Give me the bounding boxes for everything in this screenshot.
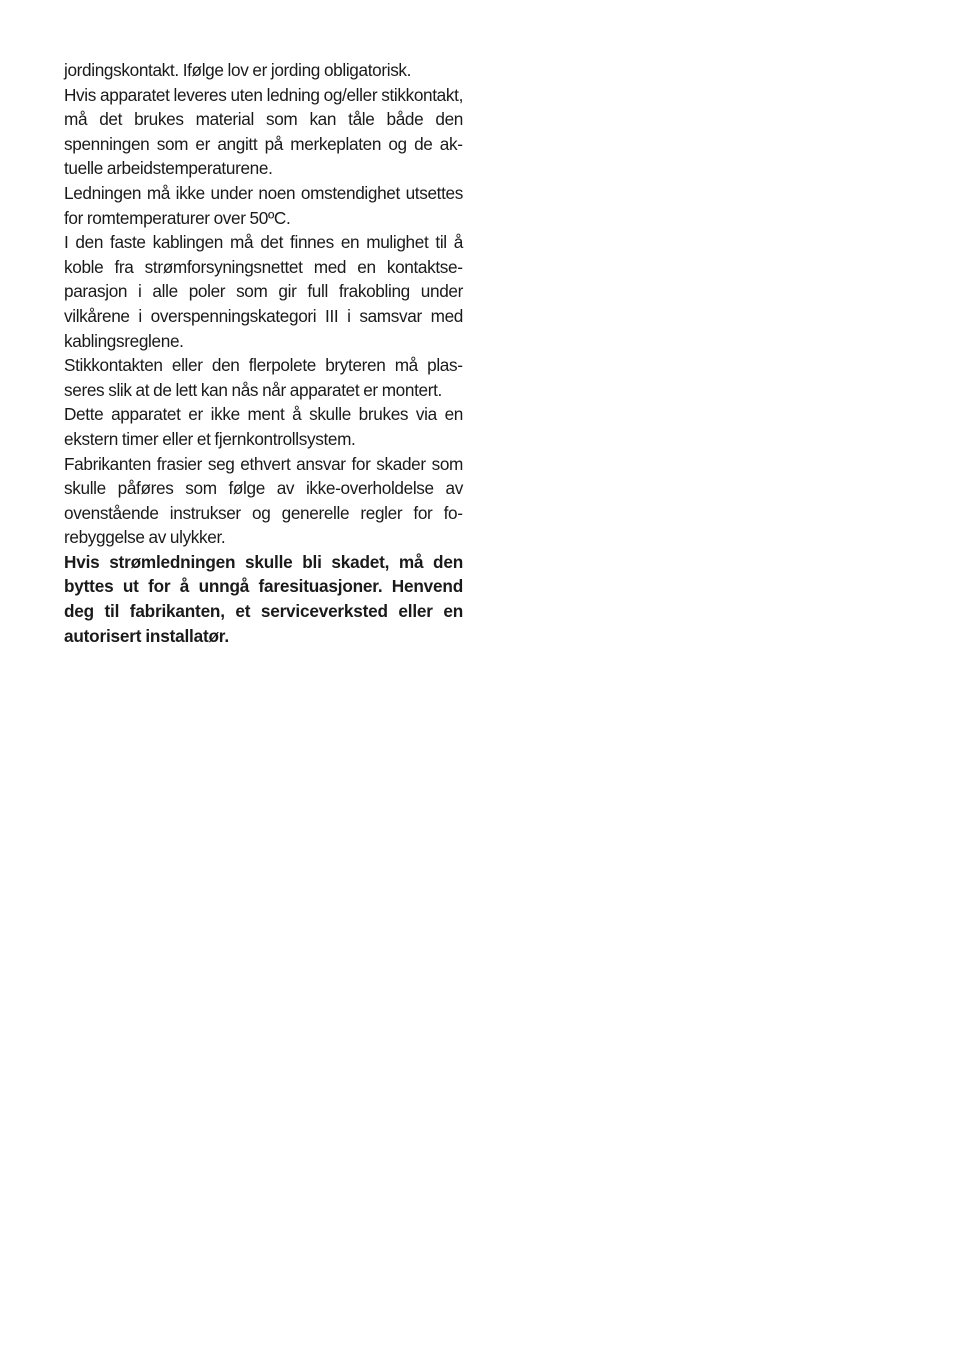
- paragraph-timer-warning: Dette apparatet er ikke ment å skulle brukes via en ekstern timer eller et fjernkontrollsystem.: [64, 404, 463, 449]
- paragraph-liability: Fabrikanten frasier seg ethvert ansvar for skader som skulle påføres som følge av ikke-overholdelse av ovenstående instrukser og generelle regler for forebyggelse av ulykker.: [64, 453, 463, 548]
- paragraph-disconnection: I den faste kablingen må det finnes en mulighet til å koble fra strømforsyningsnettet med en kontaktseparasjon i alle poler som gir full frakobling under vilkårene i overspenningskategori III i samsvar med kablingsreglene.: [64, 232, 463, 351]
- paragraph-cable-temperature: Ledningen må ikke under noen omstendighet utsettes for romtemperaturer over 50ºC.: [64, 182, 463, 228]
- paragraph-socket-placement: Stikkontakten eller den flerpolete bryteren må plasseres slik at de lett kan nås når apparatet er montert.: [64, 355, 463, 400]
- paragraph-damaged-cord-warning: Hvis strømledningen skulle bli skadet, må den byttes ut for å unngå faresituasjoner. Henvend deg til fabrikanten, et serviceverksted eller en autorisert installatør.: [64, 551, 463, 646]
- paragraph-grounding: jordingskontakt. Ifølge lov er jording obligatorisk.: [64, 60, 412, 80]
- text-column: [64, 58, 463, 648]
- paragraph-cable-material: Hvis apparatet leveres uten ledning og/eller stikkontakt, må det brukes material som kan tåle både den spenningen som er angitt på merkeplaten og de aktuelle arbeidstemperaturene.: [64, 84, 463, 179]
